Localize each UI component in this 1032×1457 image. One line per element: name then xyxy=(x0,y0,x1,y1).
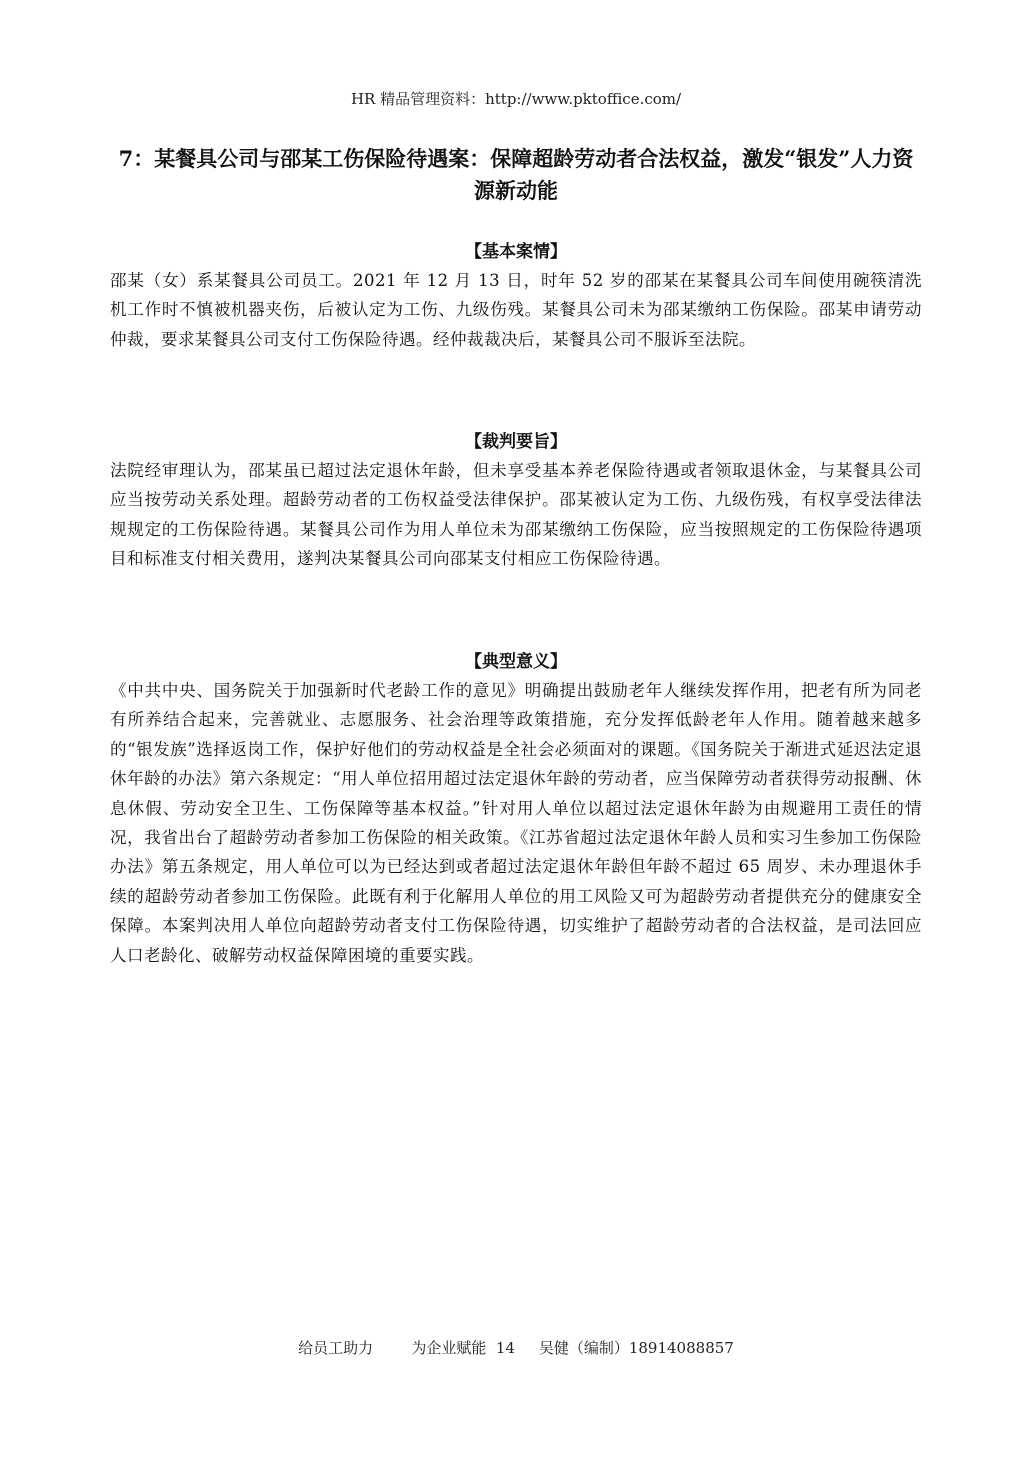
section-significance xyxy=(110,648,922,970)
page-footer xyxy=(0,1337,1032,1358)
section-body: 邵某（女）系某餐具公司员工。2021 年 12 月 13 日，时年 52 岁的邵某在某餐具公司车间使用碗筷清洗机工作时不慎被机器夹伤，后被认定为工伤、九级伤残。某餐具公司未为邵某缴纳工伤保险。邵某申请劳动仲裁，要求某餐具公司支付工伤保险待遇。经仲裁裁决后，某餐具公司不服诉至法院。 xyxy=(110,271,922,349)
section-body: 《中共中央、国务院关于加强新时代老龄工作的意见》明确提出鼓励老年人继续发挥作用，把老有所为同老有所养结合起来，完善就业、志愿服务、社会治理等政策措施，充分发挥低龄老年人作用。随着越来越多的“银发族”选择返岗工作，保护好他们的劳动权益是全社会必须面对的课题。《国务院关于渐进式延迟法定退休年龄的办法》第六条规定：“用人单位招用超过法定退休年龄的劳动者，应当保障劳动者获得劳动报酬、休息休假、劳动安全卫生、工伤保障等基本权益。”针对用人单位以超过法定退休年龄为由规避用工责任的情况，我省出台了超龄劳动者参加工伤保险的相关政策。《江苏省超过法定退休年龄人员和实习生参加工伤保险办法》第五条规定，用人单位可以为已经达到或者超过法定退休年龄但年龄不超过 65 周岁、未办理退休手续的超龄劳动者参加工伤保险。此既有利于化解用人单位的用工风险又可为超龄劳动者提供充分的健康安全保障。本案判决用人单位向超龄劳动者支付工伤保险待遇，切实维护了超龄劳动者的合法权益，是司法回应人口老龄化、破解劳动权益保障困境的重要实践。 xyxy=(110,681,922,965)
section-heading: 【典型意义】 xyxy=(465,652,567,672)
case-title: 7：某餐具公司与邵某工伤保险待遇案：保障超龄劳动者合法权益，激发“银发”人力资源新动能 xyxy=(118,146,914,203)
footer-slogan-2: 为企业赋能 xyxy=(411,1339,487,1357)
section-heading: 【基本案情】 xyxy=(465,242,567,262)
page-number: 14 xyxy=(495,1339,515,1357)
footer-slogan-1: 给员工助力 xyxy=(298,1339,374,1357)
page-header: HR 精品管理资料：http://www.pktoffice.com/ xyxy=(350,90,682,108)
section-body: 法院经审理认为，邵某虽已超过法定退休年龄，但未享受基本养老保险待遇或者领取退休金，与某餐具公司应当按劳动关系处理。超龄劳动者的工伤权益受法律保护。邵某被认定为工伤、九级伤残，有权享受法律法规规定的工伤保险待遇。某餐具公司作为用人单位未为邵某缴纳工伤保险，应当按照规定的工伤保险待遇项目和标准支付相关费用，遂判决某餐具公司向邵某支付相应工伤保险待遇。 xyxy=(110,461,922,569)
footer-editor: 吴健（编制）18914088857 xyxy=(538,1339,734,1357)
section-heading: 【裁判要旨】 xyxy=(465,432,567,452)
section-basic-facts xyxy=(110,238,922,354)
section-judgment-gist xyxy=(110,428,922,574)
